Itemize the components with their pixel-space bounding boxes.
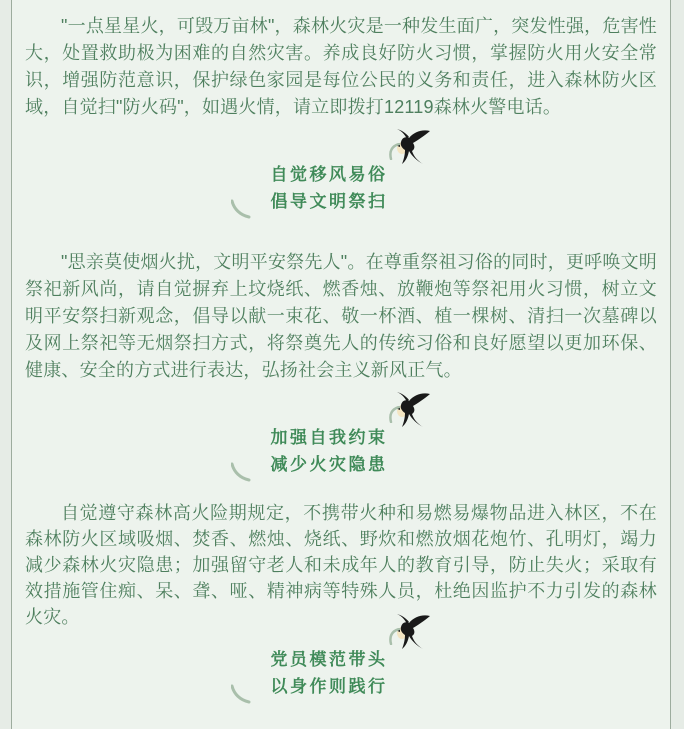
paragraph-fire-danger-intro: "一点星星火，可毁万亩林"，森林火灾是一种发生面广，突发性强，危害性大，处置救助极为困难的自然灾害。养成良好防火习惯，掌握防火用火安全常识，增强防范意识，保护绿色家园是每位公民的义务和责任，进入森林防火区域，自觉扫"防火码"，如遇火情，请立即拨打12119森林火警电话。: [25, 16, 657, 117]
heading-lines: [13, 424, 645, 478]
swoosh-arc-icon: [231, 684, 251, 704]
paragraph-civilized-memorial: "思亲莫使烟火扰，文明平安祭先人"。在尊重祭祖习俗的同时，更呼唤文明祭祀新风尚，请自觉摒弃上坟烧纸、燃香烛、放鞭炮等祭祀用火习惯，树立文明平安祭扫新观念，倡导以献一束花、敬一杯酒、植一棵树、清扫一次墓碑以及网上祭祀等无烟祭扫方式，将祭奠先人的传统习俗和良好愿望以更加环保、健康、安全的方式进行表达，弘扬社会主义新风正气。: [25, 252, 657, 380]
heading-line-1: 党员模范带头: [270, 650, 388, 669]
heading-line-1: 自觉移风易俗: [270, 165, 388, 184]
swoosh-arc-icon: [388, 406, 402, 423]
heading-line-2: 减少火灾隐患: [270, 455, 388, 474]
heading-lines: [13, 161, 645, 215]
swoosh-arc-icon: [231, 199, 251, 219]
swoosh-arc-icon: [231, 462, 251, 482]
heading-line-1: 加强自我约束: [270, 428, 388, 447]
section-heading-party-model: [25, 606, 657, 714]
article-frame: [11, 0, 671, 729]
swoosh-arc-icon: [388, 628, 402, 645]
heading-line-2: 倡导文明祭扫: [270, 192, 388, 211]
heading-line-2: 以身作则践行: [270, 677, 388, 696]
article-content: [12, 0, 670, 714]
paragraph-fire-rules: 自觉遵守森林高火险期规定，不携带火种和易燃易爆物品进入林区，不在森林防火区域吸烟、焚香、燃烛、烧纸、野炊和燃放烟花炮竹、孔明灯，竭力减少森林火灾隐患；加强留守老人和未成年人的教育引导，防止失火；采取有效措施管住痴、呆、聋、哑、精神病等特殊人员，杜绝因监护不力引发的森林火灾。: [25, 503, 657, 627]
swoosh-arc-icon: [388, 143, 402, 160]
section-heading-civilized-memorial: [25, 121, 657, 229]
heading-lines: [13, 646, 645, 700]
section-heading-self-restraint: [25, 384, 657, 492]
